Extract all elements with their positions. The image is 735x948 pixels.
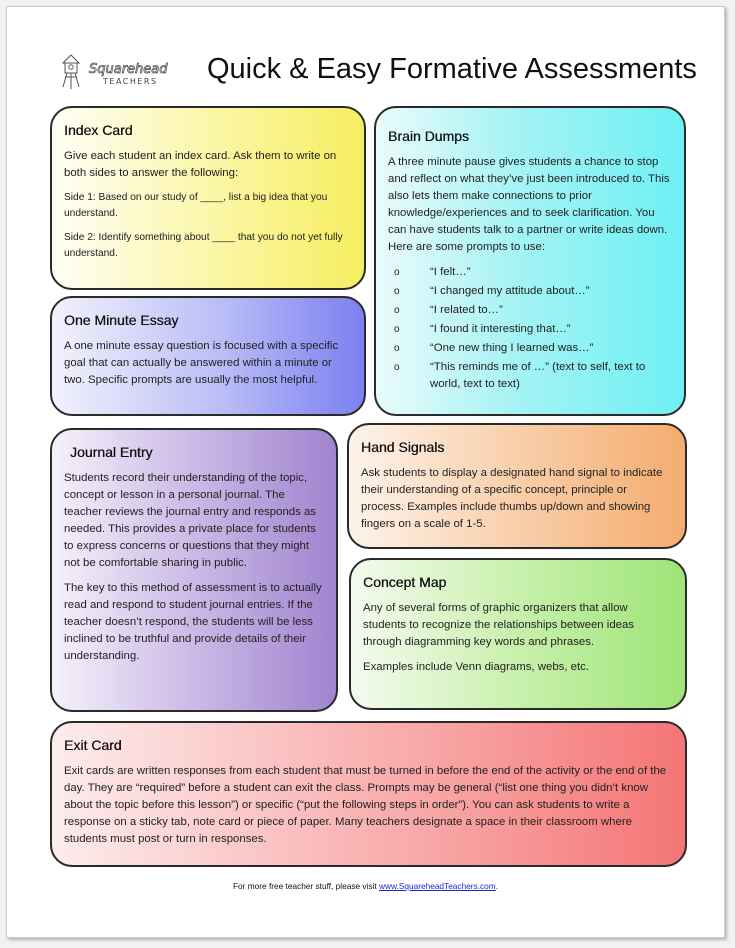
- concept-map-title: Concept Map: [363, 574, 447, 590]
- exit-card-title: Exit Card: [64, 737, 122, 753]
- one-minute-essay-body: A one minute essay question is focused with a specific goal that can actually be answered within a minute or two. Specific prompts are usually the most helpful.: [64, 340, 339, 386]
- index-card-section: [50, 106, 366, 290]
- index-card-title: Index Card: [64, 122, 133, 138]
- svg-text:Squarehead: Squarehead: [89, 62, 168, 77]
- index-card-side2: Side 2: Identify something about ____ that you do not yet fully understand.: [64, 232, 343, 259]
- list-item: o “I felt…”: [388, 264, 672, 281]
- hand-signals-title: Hand Signals: [361, 439, 445, 455]
- list-item: o “I found it interesting that…”: [388, 321, 672, 338]
- bullet-icon: o: [394, 286, 400, 297]
- exit-card-section: [50, 721, 687, 867]
- footer-suffix: .: [495, 881, 499, 891]
- brain-dumps-body: A three minute pause gives students a chance to stop and reflect on what they’ve just been introduced to. This also lets them make connections to prior knowledge/experiences and to seek clarification. You can have students talk to a partner or write ideas down. Here are some prompts to use:: [388, 156, 670, 253]
- bullet-icon: o: [394, 362, 400, 373]
- page-title: Quick & Easy Formative Assessments: [207, 53, 697, 85]
- list-item: o “This reminds me of …” (text to self, text to world, text to text): [394, 361, 646, 390]
- bullet-icon: o: [394, 267, 400, 278]
- index-card-side1: Side 1: Based on our study of ____, list a big idea that you understand.: [64, 192, 328, 219]
- list-item: o “One new thing I learned was…”: [388, 340, 672, 357]
- worksheet-page: [6, 6, 725, 938]
- journal-entry-para2: The key to this method of assessment is to actually read and respond to student journal entries. If the teacher doesn’t respond, the students will be less inclined to be truthful and provide details of their understanding.: [64, 582, 322, 662]
- list-item: o “I changed my attitude about…”: [388, 283, 672, 300]
- one-minute-essay-section: [50, 296, 366, 416]
- brain-dumps-prompt-list: [388, 264, 672, 393]
- concept-map-section: [349, 558, 687, 710]
- hand-signals-body: Ask students to display a designated hand signal to indicate their understanding of a specific concept, principle or process. Examples include thumbs up/down and showing fingers on a scale of 1-5.: [361, 467, 663, 530]
- concept-map-para1: Any of several forms of graphic organizers that allow students to recognize the relationships between ideas through diagramming key words and phrases.: [363, 602, 635, 648]
- website-link[interactable]: www.SquareheadTeachers.com: [379, 881, 496, 891]
- svg-text:TEACHERS: TEACHERS: [103, 77, 158, 86]
- journal-entry-title: Journal Entry: [70, 444, 153, 460]
- squarehead-teachers-logo: [55, 51, 185, 95]
- brain-dumps-title: Brain Dumps: [388, 128, 469, 144]
- footer-text: For more free teacher stuff, please visit: [232, 881, 380, 891]
- footer: [7, 881, 724, 891]
- journal-entry-para1: Students record their understanding of the topic, concept or lesson in a personal journal. The teacher reviews the journal entry and responds as needed. This provides a private place for students to express concerns or questions that they might not be comfortable sharing in public.: [64, 472, 317, 569]
- one-minute-essay-title: One Minute Essay: [64, 312, 179, 328]
- bullet-icon: o: [394, 324, 400, 335]
- concept-map-para2: Examples include Venn diagrams, webs, etc.: [363, 661, 590, 673]
- list-item: o “I related to…”: [388, 302, 672, 319]
- index-card-intro: Give each student an index card. Ask them to write on both sides to answer the following:: [64, 150, 337, 179]
- bullet-icon: o: [394, 305, 400, 316]
- hand-signals-section: [347, 423, 687, 549]
- journal-entry-section: [50, 428, 338, 712]
- exit-card-body: Exit cards are written responses from each student that must be turned in before the end of the activity or the end of the day. They are “required” before a student can exit the class. Prompts may be general (“list one thing you didn’t know about the topic before this lesson”) or specific (“put the following steps in order”). You can ask students to write a response on a sticky tab, note card or piece of paper. Many teachers designate a space in their classroom where students must post or turn in responses.: [64, 765, 667, 845]
- bullet-icon: o: [394, 343, 400, 354]
- brain-dumps-section: [374, 106, 686, 416]
